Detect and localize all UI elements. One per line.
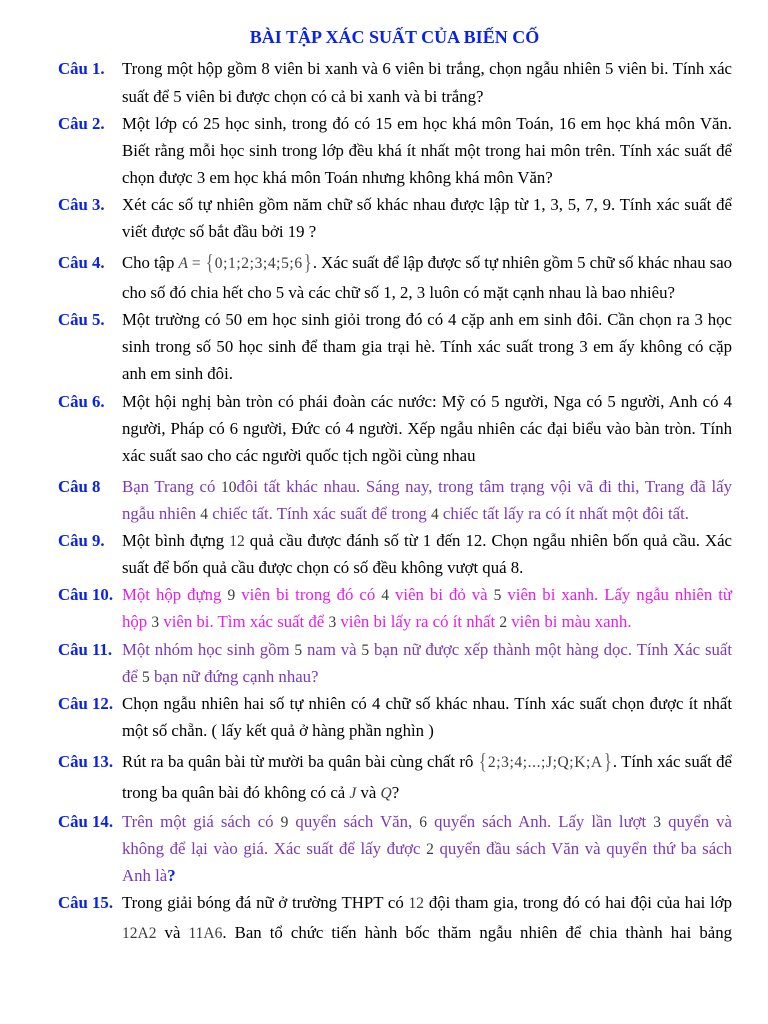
text-run: nam và bbox=[302, 640, 362, 659]
line-content bbox=[122, 554, 523, 582]
question-text-line bbox=[122, 889, 732, 917]
question-text-line bbox=[122, 473, 732, 501]
question-label: Câu 13. bbox=[58, 752, 114, 771]
math-expression: 5 bbox=[493, 587, 502, 604]
text-run: Một lớp có 25 học sinh, trong đó có 15 em học khá môn Toán, 16 em học khá môn Văn. bbox=[122, 114, 732, 133]
math-expression: 5 bbox=[294, 642, 303, 659]
question-text-line bbox=[122, 333, 732, 361]
worksheet-title: BÀI TẬP XÁC SUẤT CỦA BIẾN CỐ bbox=[249, 27, 540, 47]
text-run: quả cầu được đánh số từ 1 đến 12. Chọn ngẫu nhiên bốn quả cầu. Xác bbox=[244, 531, 732, 550]
question-text-line bbox=[122, 55, 732, 83]
text-run: Một trường có 50 em học sinh giỏi trong đó có 4 cặp anh em sinh đôi. Cần chọn ra 3 học bbox=[122, 310, 732, 329]
question-text-line bbox=[122, 415, 732, 443]
question-label: Câu 6. bbox=[58, 392, 105, 411]
line-content bbox=[122, 748, 732, 777]
question-text-line bbox=[122, 862, 732, 890]
math-expression: 9 bbox=[280, 814, 289, 831]
question-text-line bbox=[122, 608, 732, 636]
text-run: viên bi lấy ra có ít nhất bbox=[336, 612, 500, 631]
question-label: Câu 11. bbox=[58, 640, 113, 659]
text-run: Bạn Trang có bbox=[122, 477, 222, 496]
math-expression: 2 bbox=[499, 614, 508, 631]
question-label: Câu 9. bbox=[58, 531, 105, 550]
text-run: bạn nữ đứng cạnh nhau? bbox=[149, 667, 319, 686]
line-content bbox=[122, 279, 675, 307]
line-content bbox=[122, 717, 434, 745]
line-content bbox=[122, 581, 732, 610]
math-expression: 4 bbox=[430, 506, 439, 523]
line-content bbox=[122, 919, 732, 948]
math-expression: 0;1;2;3;4;5;6 bbox=[214, 255, 303, 272]
text-run: một số chẵn. ( lấy kết quả ở hàng phần nghìn ) bbox=[122, 721, 434, 740]
text-run: Một bình đựng bbox=[122, 531, 230, 550]
line-content bbox=[122, 137, 732, 165]
question-text-line bbox=[122, 442, 732, 470]
line-content bbox=[122, 779, 399, 808]
text-run: Biết rằng mỗi học sinh trong lớp đều khá ít nhất một trong hai môn trên. Tính xác suất để bbox=[122, 141, 732, 160]
math-expression: 4 bbox=[200, 506, 209, 523]
question-text-line bbox=[122, 249, 732, 277]
text-run: người, Pháp có 6 người, Đức có 4 người. Xếp ngẫu nhiên các đại biểu vào bàn tròn. Tính bbox=[122, 419, 732, 438]
question-label: Câu 2. bbox=[58, 114, 105, 133]
text-run: quyển đầu sách Văn và quyển thứ ba sách bbox=[433, 839, 732, 858]
math-expression: J bbox=[349, 785, 357, 802]
question-label: Câu 15. bbox=[58, 893, 114, 912]
line-content bbox=[122, 690, 732, 718]
question-text-line bbox=[122, 581, 732, 609]
question-text-line bbox=[122, 110, 732, 138]
right-brace-symbol: } bbox=[303, 250, 312, 275]
math-expression: 6 bbox=[419, 814, 428, 831]
text-run: quyển và bbox=[661, 812, 732, 831]
text-run: . Tính xác suất để bbox=[612, 752, 732, 771]
text-run: bạn nữ được xếp thành một hàng dọc. Tính Xác suất bbox=[369, 640, 732, 659]
right-brace-symbol: } bbox=[603, 749, 612, 774]
question-label: Câu 12. bbox=[58, 694, 114, 713]
text-run: viên bi. Tìm xác suất để bbox=[159, 612, 329, 631]
line-content bbox=[122, 388, 732, 416]
question-text-line bbox=[122, 388, 732, 416]
line-content bbox=[122, 808, 732, 837]
question-text-line bbox=[122, 748, 732, 776]
math-expression: 3 bbox=[328, 614, 337, 631]
line-content bbox=[122, 360, 233, 388]
line-content bbox=[122, 442, 476, 470]
line-content bbox=[122, 249, 732, 278]
text-run: Trong giải bóng đá nữ ở trường THPT có bbox=[122, 893, 409, 912]
text-run: sinh trong số 50 học sinh để tham gia trại hè. Tính xác suất trong 3 em ấy không có cặp bbox=[122, 337, 732, 356]
text-run: . Ban tổ chức tiến hành bốc thăm ngẫu nhiên để chia thành hai bảng bbox=[222, 923, 732, 942]
math-expression: 12 bbox=[408, 895, 425, 912]
question-text-line bbox=[122, 360, 732, 388]
text-run: chiếc tất. Tính xác suất để trong bbox=[208, 504, 431, 523]
line-content bbox=[122, 527, 732, 556]
question-text-line bbox=[122, 636, 732, 664]
question-text-line bbox=[122, 279, 732, 307]
question-text-line bbox=[122, 779, 732, 807]
math-expression: 2;3;4;...;J;Q;K;A bbox=[487, 754, 603, 771]
question-text-line bbox=[122, 500, 732, 528]
question-text-line bbox=[122, 191, 732, 219]
text-run: viên bi xanh. Lấy ngẫu nhiên từ bbox=[501, 585, 732, 604]
question-label: Câu 8 bbox=[58, 477, 101, 496]
text-run: ngẫu nhiên bbox=[122, 504, 201, 523]
text-run: Anh là bbox=[122, 866, 168, 885]
line-content bbox=[122, 663, 319, 692]
text-run: quyển sách Anh. Lấy lần lượt bbox=[427, 812, 654, 831]
question-text-line bbox=[122, 137, 732, 165]
left-brace-symbol: { bbox=[478, 749, 487, 774]
question-label: Câu 10. bbox=[58, 585, 114, 604]
question-text-line bbox=[122, 808, 732, 836]
text-run: viên bi màu xanh. bbox=[507, 612, 632, 631]
line-content bbox=[122, 608, 632, 637]
question-text-line bbox=[122, 690, 732, 718]
question-label: Câu 5. bbox=[58, 310, 105, 329]
text-run: Xét các số tự nhiên gồm năm chữ số khác nhau được lập từ 1, 3, 5, 7, 9. Tính xác suất để bbox=[122, 195, 732, 214]
text-run: suất để bốn quả cầu được chọn có số đều không vượt quá 8. bbox=[122, 558, 524, 577]
math-expression: A bbox=[178, 255, 188, 272]
math-expression: 2 bbox=[426, 841, 434, 858]
line-content bbox=[122, 164, 553, 192]
text-run: chiếc tất lấy ra có ít nhất một đôi tất. bbox=[438, 504, 689, 523]
text-run: viết được số bắt đầu bởi 19 ? bbox=[122, 222, 317, 241]
question-text-line bbox=[122, 527, 732, 555]
text-run: và bbox=[156, 923, 189, 942]
text-run: viên bi trong đó có bbox=[235, 585, 382, 604]
math-expression: 12 bbox=[229, 533, 245, 550]
question-label: Câu 1. bbox=[58, 59, 105, 78]
text-run: viên bi đỏ và bbox=[389, 585, 494, 604]
text-run: anh em sinh đôi. bbox=[122, 364, 233, 383]
question-text-line bbox=[122, 164, 732, 192]
question-text-line bbox=[122, 717, 732, 745]
line-content bbox=[122, 306, 732, 334]
text-run: và bbox=[356, 783, 381, 802]
question-text-line bbox=[122, 663, 732, 691]
text-run: Trên một giá sách có bbox=[122, 812, 281, 831]
line-content bbox=[122, 83, 483, 111]
line-content bbox=[122, 218, 316, 246]
text-run: Một hộp đựng bbox=[122, 585, 228, 604]
math-expression: 10 bbox=[221, 479, 237, 496]
text-run: Cho tập bbox=[122, 253, 179, 272]
line-content bbox=[122, 473, 732, 502]
text-run: đội tham gia, trong đó có hai đội của hai lớp bbox=[424, 893, 733, 912]
math-expression: = bbox=[191, 255, 201, 272]
text-run: cho số đó chia hết cho 5 và các chữ số 1, 2, 3 luôn có mặt cạnh nhau là bao nhiêu? bbox=[122, 283, 675, 302]
math-expression: Q bbox=[380, 785, 392, 802]
math-expression: 3 bbox=[653, 814, 662, 831]
text-run: chọn được 3 em học khá môn Toán nhưng không khá môn Văn? bbox=[122, 168, 553, 187]
line-content bbox=[122, 333, 732, 361]
math-expression: 5 bbox=[142, 669, 150, 686]
text-run: Một nhóm học sinh gồm bbox=[122, 640, 295, 659]
line-content bbox=[122, 110, 732, 138]
line-content bbox=[122, 835, 732, 864]
text-run: Rút ra ba quân bài từ mười ba quân bài cùng chất rô bbox=[122, 752, 478, 771]
text-run: . Xác suất để lập được số tự nhiên gồm 5 chữ số khác nhau sao bbox=[312, 253, 732, 272]
math-expression: 11A6 bbox=[188, 925, 223, 942]
math-expression: 9 bbox=[227, 587, 236, 604]
line-content bbox=[122, 636, 732, 665]
question-text-line bbox=[122, 554, 732, 582]
math-expression: 3 bbox=[151, 614, 160, 631]
text-run: ? bbox=[391, 783, 400, 802]
line-content bbox=[122, 500, 689, 529]
line-content bbox=[122, 191, 732, 219]
question-text-line bbox=[122, 218, 732, 246]
text-run: hộp bbox=[122, 612, 152, 631]
question-text-line bbox=[122, 835, 732, 863]
text-run: Một hội nghị bàn tròn có phái đoàn các nước: Mỹ có 5 người, Nga có 5 người, Anh có 4 bbox=[122, 392, 732, 411]
line-content bbox=[122, 862, 176, 890]
question-text-line bbox=[122, 306, 732, 334]
line-content bbox=[122, 415, 732, 443]
text-run: không để lại vào giá. Xác suất để lấy được bbox=[122, 839, 427, 858]
text-run: Chọn ngẫu nhiên hai số tự nhiên có 4 chữ số khác nhau. Tính xác suất chọn được ít nhất bbox=[122, 694, 732, 713]
text-run: trong ba quân bài đó không có cả bbox=[122, 783, 350, 802]
math-expression: 12A2 bbox=[122, 925, 157, 942]
question-text-line bbox=[122, 919, 732, 947]
math-expression: 4 bbox=[381, 587, 390, 604]
question-label: Câu 3. bbox=[58, 195, 105, 214]
text-run: xác suất sao cho các người quốc tịch ngồi cùng nhau bbox=[122, 446, 476, 465]
text-run: để bbox=[122, 667, 143, 686]
line-content bbox=[122, 55, 732, 83]
math-expression: 5 bbox=[361, 642, 370, 659]
question-label: Câu 14. bbox=[58, 812, 114, 831]
text-run: suất để 5 viên bi được chọn có cả bi xanh và bi trắng? bbox=[122, 87, 484, 106]
line-content bbox=[122, 889, 732, 918]
question-text-line bbox=[122, 83, 732, 111]
left-brace-symbol: { bbox=[205, 250, 214, 275]
text-run: Trong một hộp gồm 8 viên bi xanh và 6 viên bi trắng, chọn ngẫu nhiên 5 viên bi. Tính xác bbox=[122, 59, 732, 78]
text-run: quyển sách Văn, bbox=[288, 812, 420, 831]
emphasis-mark: ? bbox=[167, 866, 176, 885]
text-run: đôi tất khác nhau. Sáng nay, trong tâm trạng vội vã đi thi, Trang đã lấy bbox=[236, 477, 732, 496]
question-label: Câu 4. bbox=[58, 253, 105, 272]
